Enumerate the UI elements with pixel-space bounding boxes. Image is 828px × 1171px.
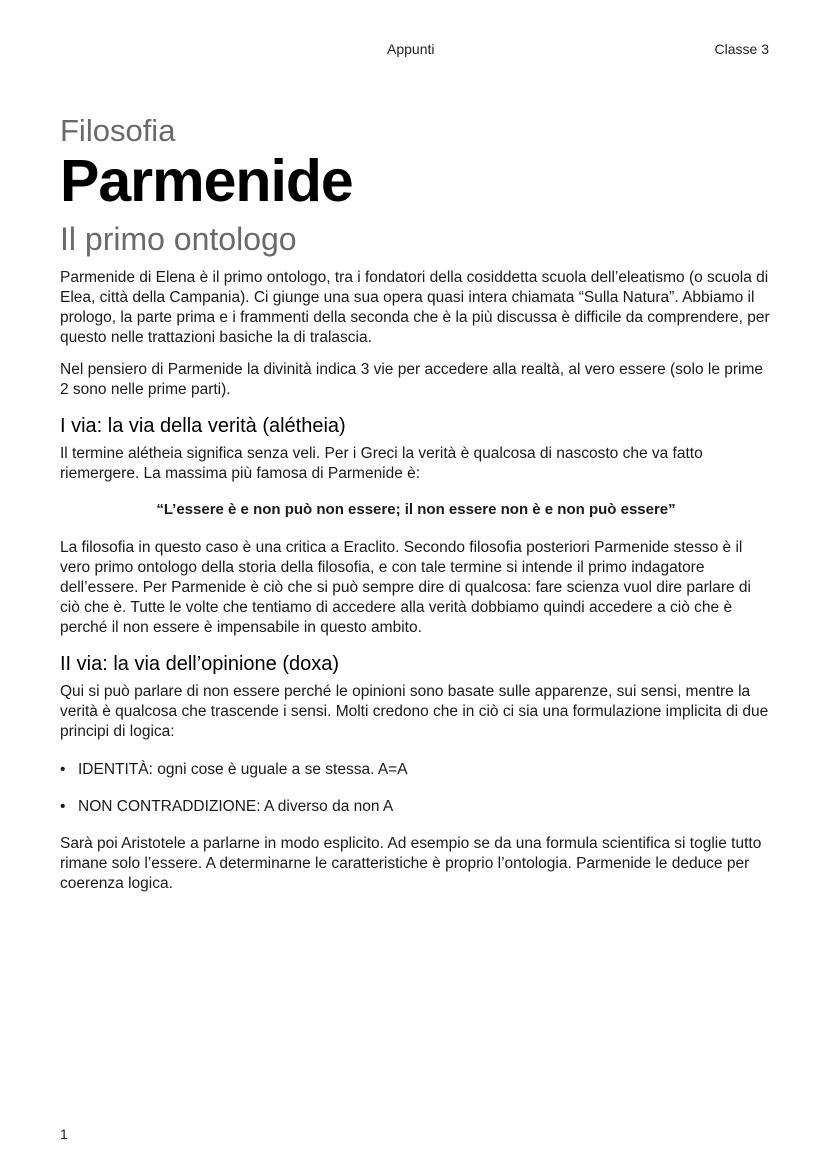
header-right-label: Classe 3 bbox=[714, 41, 769, 57]
page-subtitle: Il primo ontologo bbox=[60, 221, 297, 258]
subject-label: Filosofia bbox=[60, 113, 176, 148]
page-number: 1 bbox=[60, 1126, 68, 1142]
section-2-heading: II via: la via dell’opinione (doxa) bbox=[60, 653, 340, 676]
intro-paragraph-1: Parmenide di Elena è il primo ontologo, tra i fondatori della cosiddetta scuola dell’eleatismo (o scuola di Elea, città della Campania). Ci giunge una sua opera quasi intera chiamata “Sulla Natura”. Abbiamo il prologo, la parte prima e i frammenti della seconda che è la più discussa è difficile da comprendere, per questo nelle trattazioni basiche la di tralascia. bbox=[60, 269, 770, 347]
principles-list bbox=[60, 760, 772, 817]
document-body bbox=[60, 112, 772, 906]
page-title: Parmenide bbox=[60, 148, 353, 215]
section-2-paragraph-2: Sarà poi Aristotele a parlarne in modo esplicito. Ad esempio se da una formula scientifica si toglie tutto rimane solo l’essere. A determinarne le caratteristiche è proprio l’ontologia. Parmenide le deduce per coerenza logica. bbox=[60, 835, 762, 893]
section-1-heading: I via: la via della verità (alétheia) bbox=[60, 415, 346, 438]
section-2-paragraph-1: Qui si può parlare di non essere perché le opinioni sono basate sulle apparenze, sui sensi, mentre la verità è qualcosa che trascende i sensi. Molti credono che in ciò ci sia una formulazione implicita di due principi di logica: bbox=[60, 683, 769, 741]
section-1-quote: “L’essere è e non può non essere; il non essere non è e non può essere” bbox=[156, 501, 676, 519]
section-1-paragraph-2: La filosofia in questo caso è una critica a Eraclito. Secondo filosofia posteriori Parmenide stesso è il vero primo ontologo della storia della filosofia, e con tale termine si intende il primo indagatore dell’essere. Per Parmenide è ciò che si può sempre dire di qualcosa: fare scienza vuol dire parlare di ciò che è. Tutte le volte che tentiamo di accedere alla verità dobbiamo quindi accedere a ciò che è perché il non essere è impensabile in questo ambito. bbox=[60, 539, 751, 637]
list-item: • IDENTITÀ: ogni cose è uguale a se stessa. A=A bbox=[60, 760, 772, 780]
section-1-paragraph-1: Il termine alétheia significa senza veli. Per i Greci la verità è qualcosa di nascosto che va fatto riemergere. La massima più famosa di Parmenide è: bbox=[60, 445, 703, 483]
header-center-label: Appunti bbox=[387, 41, 435, 57]
list-item: • NON CONTRADDIZIONE: A diverso da non A bbox=[60, 797, 772, 817]
intro-paragraph-2: Nel pensiero di Parmenide la divinità indica 3 vie per accedere alla realtà, al vero essere (solo le prime 2 sono nelle prime parti). bbox=[60, 361, 764, 399]
